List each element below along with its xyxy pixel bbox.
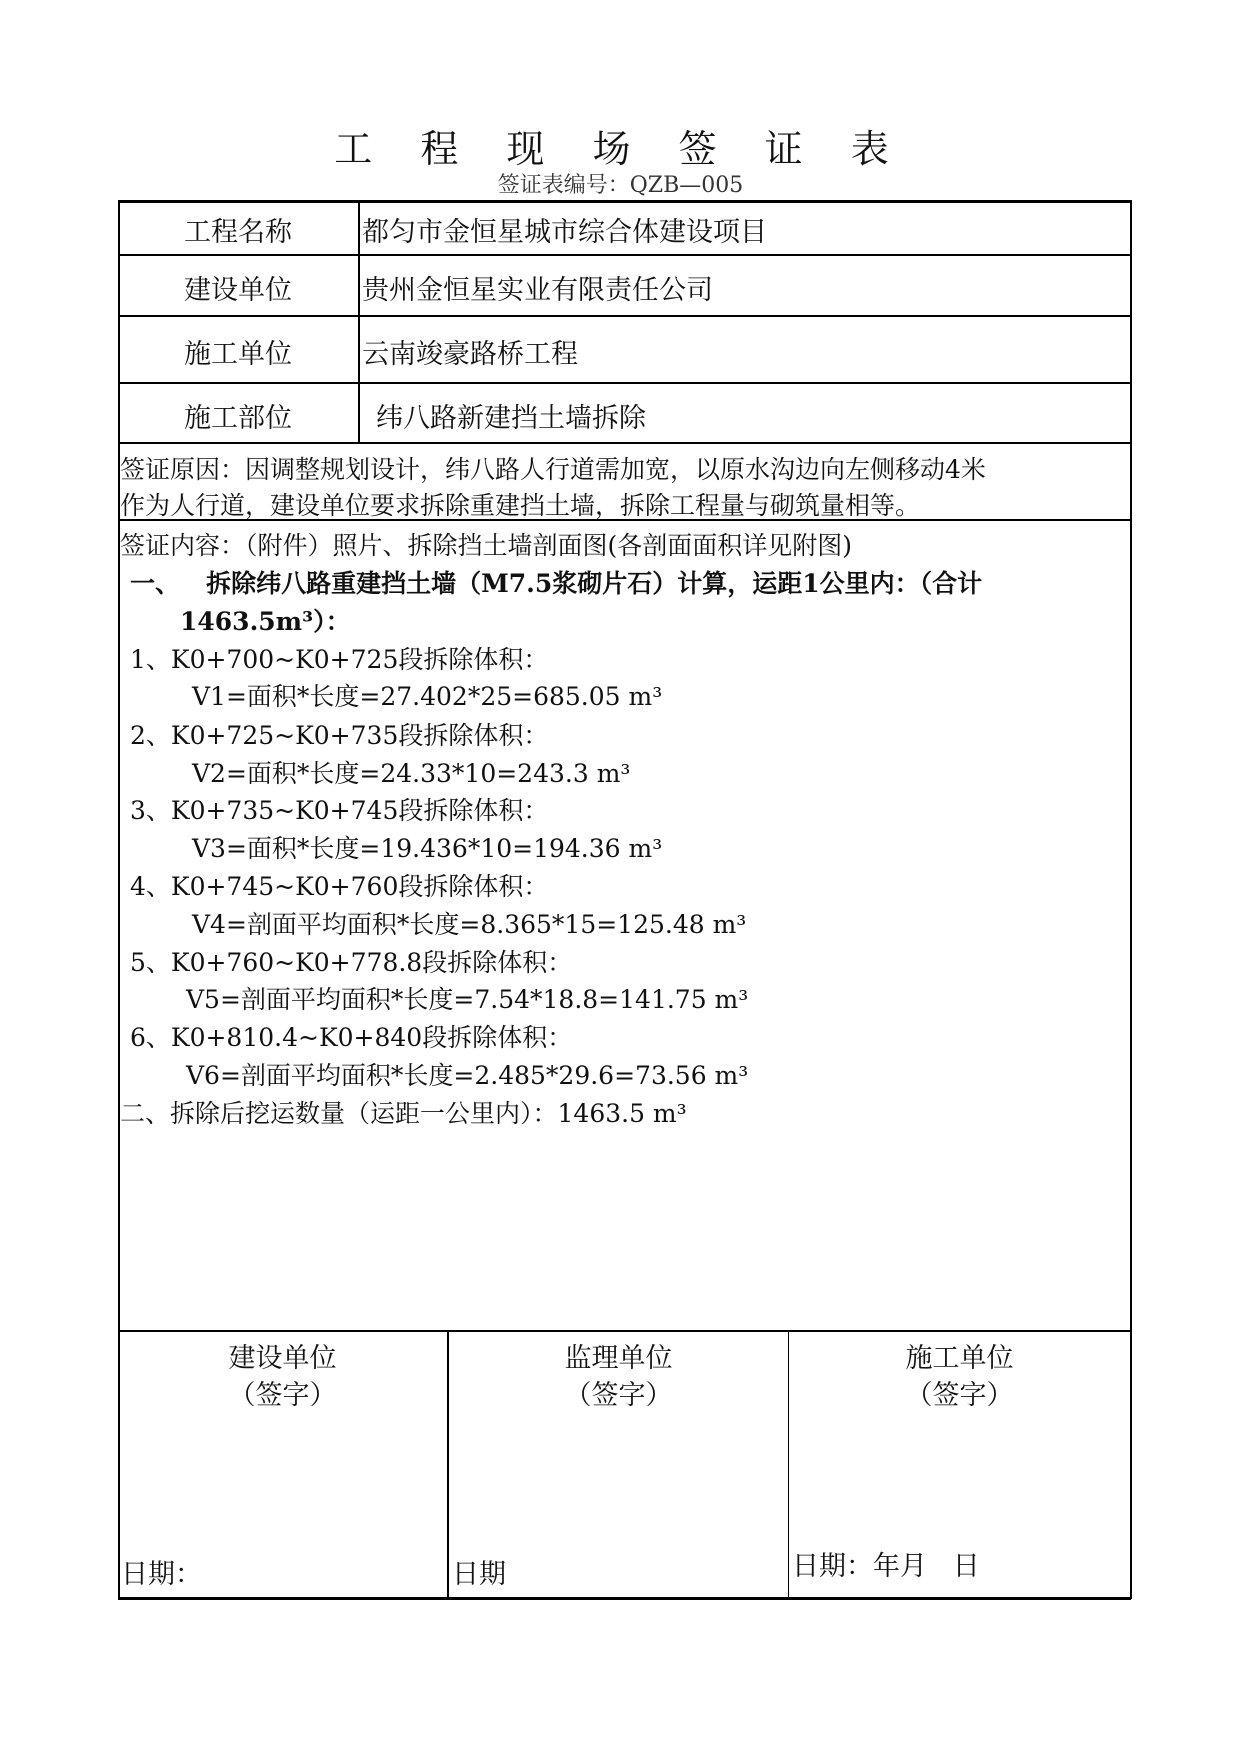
item-2-title: 2、K0+725~K0+735段拆除体积： bbox=[130, 721, 549, 750]
contractor-label: 施工单位 bbox=[184, 339, 292, 370]
item-2-formula: V2=面积*长度=24.33*10=243.3 m³ bbox=[192, 759, 631, 788]
item-3-title: 3、K0+735~K0+745段拆除体积： bbox=[130, 796, 549, 825]
section-1-total: 1463.5m³）： bbox=[180, 607, 351, 636]
table-border-top bbox=[118, 200, 1131, 203]
content-intro: 签证内容：（附件）照片、拆除挡土墙剖面图(各剖面面积详见附图) bbox=[120, 531, 853, 560]
row-divider bbox=[118, 315, 1131, 317]
item-6-title: 6、K0+810.4~K0+840段拆除体积： bbox=[130, 1023, 573, 1052]
sign-contractor-date[interactable]: 日期：年月 日 bbox=[792, 1551, 980, 1582]
section-2: 二、拆除后挖运数量（运距一公里内）：1463.5 m³ bbox=[120, 1099, 687, 1128]
item-5-formula: V5=剖面平均面积*长度=7.54*18.8=141.75 m³ bbox=[186, 985, 749, 1014]
sign-owner-date[interactable]: 日期： bbox=[121, 1559, 202, 1590]
label-column-divider bbox=[358, 200, 360, 442]
owner-value: 贵州金恒星实业有限责任公司 bbox=[362, 275, 713, 306]
section-1-heading: 一、 拆除纬八路重建挡土墙（M7.5浆砌片石）计算，运距1公里内：（合计 bbox=[130, 569, 983, 598]
reason-line-1: 签证原因：因调整规划设计，纬八路人行道需加宽，以原水沟边向左侧移动4米 bbox=[120, 455, 986, 484]
reason-line-2: 作为人行道，建设单位要求拆除重建挡土墙，拆除工程量与砌筑量相等。 bbox=[120, 491, 921, 520]
sign-contractor-signature[interactable]: （签字） bbox=[905, 1380, 1014, 1411]
table-border-bottom bbox=[118, 1597, 1131, 1600]
sign-contractor-unit: 施工单位 bbox=[905, 1343, 1014, 1374]
item-6-formula: V6=剖面平均面积*长度=2.485*29.6=73.56 m³ bbox=[186, 1061, 749, 1090]
form-number: 签证表编号：QZB—005 bbox=[497, 173, 744, 198]
table-border-right bbox=[1130, 200, 1132, 1599]
sign-supervisor-unit: 监理单位 bbox=[564, 1343, 673, 1374]
owner-label: 建设单位 bbox=[184, 275, 292, 306]
row-divider bbox=[118, 442, 1131, 444]
contractor-value: 云南竣豪路桥工程 bbox=[362, 339, 578, 370]
item-3-formula: V3=面积*长度=19.436*10=194.36 m³ bbox=[192, 834, 663, 863]
item-5-title: 5、K0+760~K0+778.8段拆除体积： bbox=[130, 948, 573, 977]
row-divider bbox=[118, 1330, 1131, 1332]
project-name-value: 都匀市金恒星城市综合体建设项目 bbox=[362, 217, 767, 248]
location-value: 纬八路新建挡土墙拆除 bbox=[376, 403, 646, 434]
form-title: 工 程 现 场 签 证 表 bbox=[334, 127, 907, 171]
row-divider bbox=[118, 382, 1131, 384]
item-1-formula: V1=面积*长度=27.402*25=685.05 m³ bbox=[192, 682, 663, 711]
sign-supervisor-date[interactable]: 日期 bbox=[452, 1559, 506, 1590]
project-name-label: 工程名称 bbox=[184, 217, 292, 248]
item-1-title: 1、K0+700~K0+725段拆除体积： bbox=[130, 645, 549, 674]
location-label: 施工部位 bbox=[184, 403, 292, 434]
sign-owner-unit: 建设单位 bbox=[228, 1343, 337, 1374]
sign-supervisor-signature[interactable]: （签字） bbox=[564, 1380, 673, 1411]
item-4-formula: V4=剖面平均面积*长度=8.365*15=125.48 m³ bbox=[192, 910, 747, 939]
row-divider bbox=[118, 254, 1131, 256]
item-4-title: 4、K0+745~K0+760段拆除体积： bbox=[130, 872, 549, 901]
sign-owner-signature[interactable]: （签字） bbox=[228, 1380, 337, 1411]
